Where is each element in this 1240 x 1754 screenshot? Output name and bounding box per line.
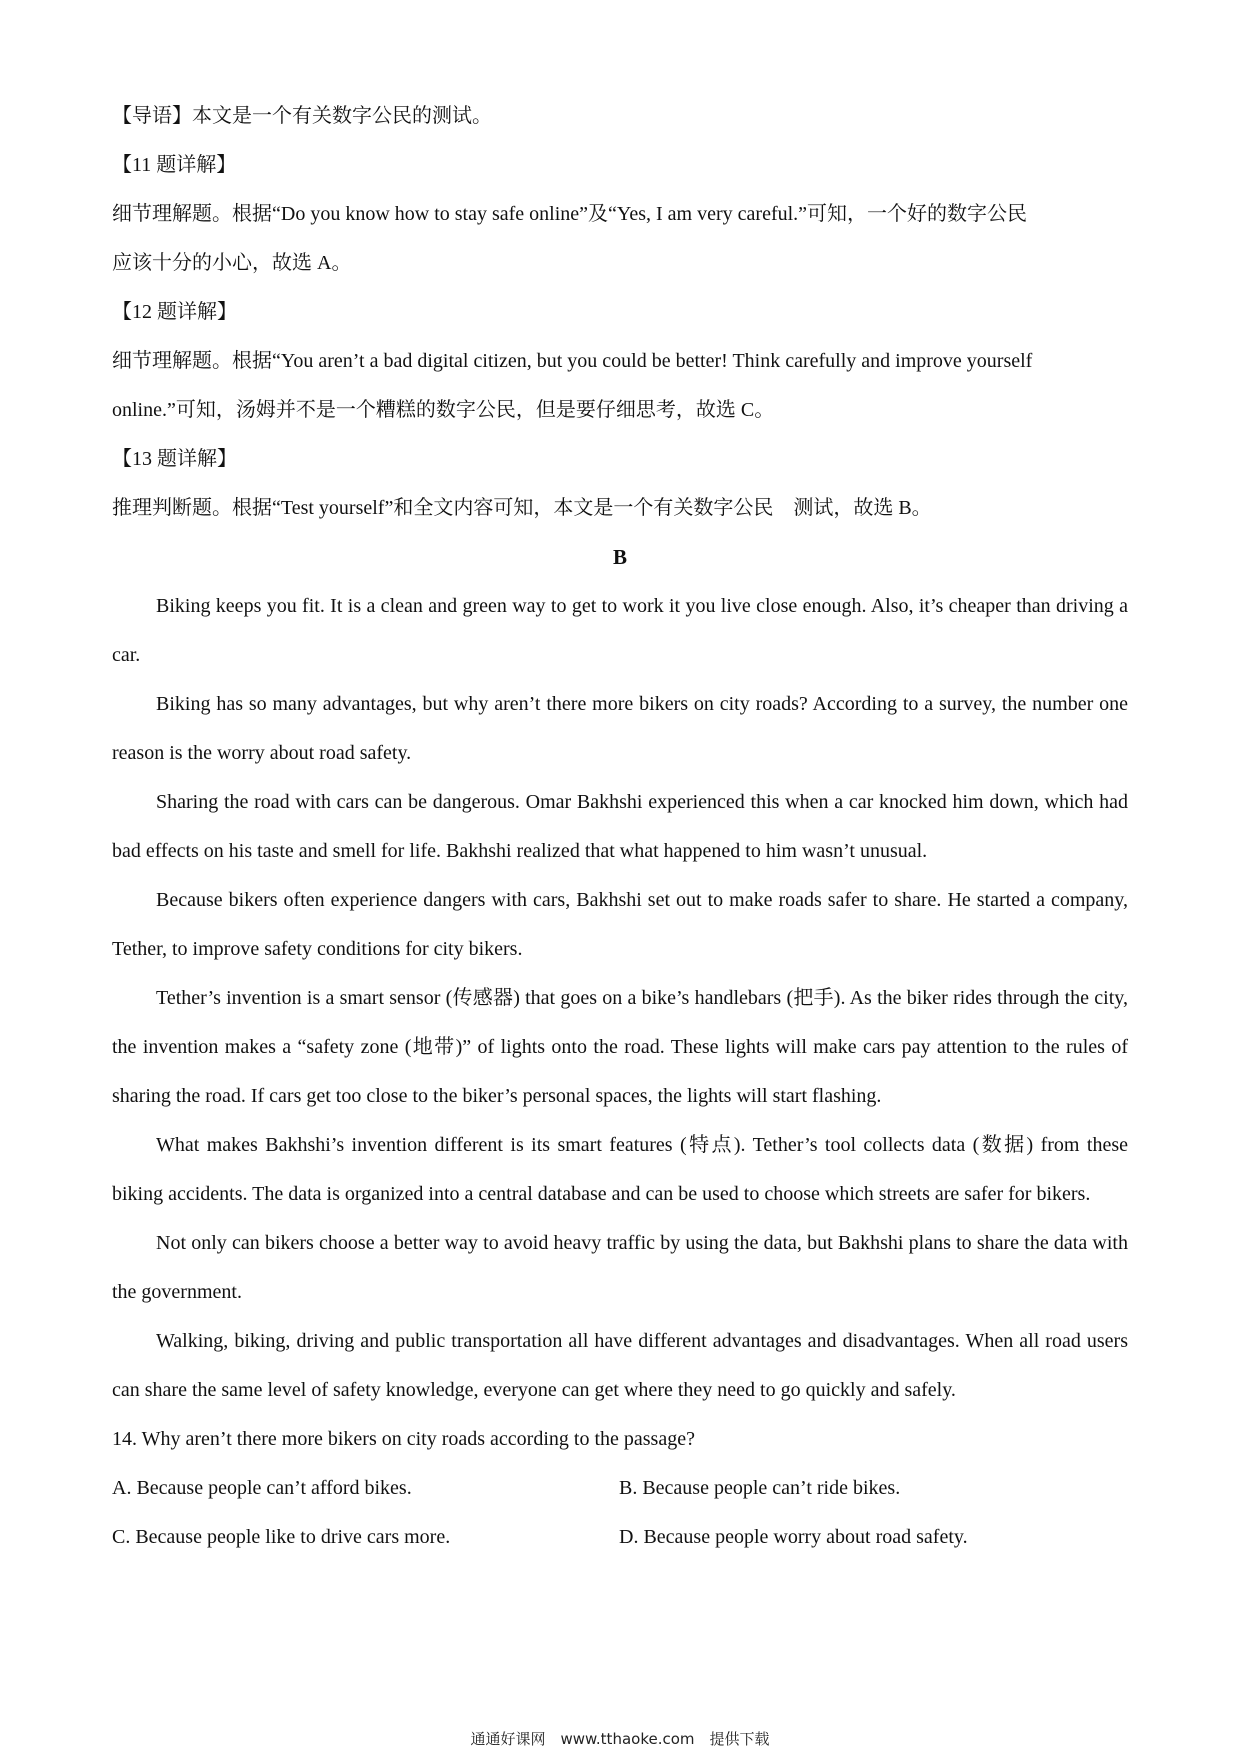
passage-paragraph-6: What makes Bakhshi’s invention different is its smart features (特点). Tether’s tool collects data (数据) from these biking accidents. The data is organized into a central database and can be used to choose which streets are safer for bikers. bbox=[112, 1134, 1128, 1205]
q11-line-2: 应该十分的小心，故选 A。 bbox=[112, 252, 352, 274]
passage-paragraph-4: Because bikers often experience dangers with cars, Bakhshi set out to make roads safer to share. He started a company, Tether, to improve safety conditions for city bikers. bbox=[112, 889, 1128, 960]
passage-paragraph-2: Biking has so many advantages, but why aren’t there more bikers on city roads? According to a survey, the number one reason is the worry about road safety. bbox=[112, 693, 1128, 764]
option-b: B. Because people can’t ride bikes. bbox=[619, 1477, 901, 1499]
q11-line-1: 细节理解题。根据“Do you know how to stay safe online”及“Yes, I am very careful.”可知，一个好的数字公民 bbox=[112, 203, 1028, 225]
passage-paragraph-1: Biking keeps you fit. It is a clean and green way to get to work it you live close enough. Also, it’s cheaper than driving a car. bbox=[112, 595, 1128, 666]
q13-header: 【13 题详解】 bbox=[112, 448, 237, 470]
option-d: D. Because people worry about road safety. bbox=[619, 1526, 968, 1548]
passage-paragraph-5: Tether’s invention is a smart sensor (传感器) that goes on a bike’s handlebars (把手). As the biker rides through the city, the invention makes a “safety zone (地带)” of lights onto the road. These lights will make cars pay attention to the rules of sharing the road. If cars get too close to the biker’s personal spaces, the lights will start flashing. bbox=[112, 987, 1128, 1107]
q12-line-1: 细节理解题。根据“You aren’t a bad digital citizen, but you could be better! Think carefully and improve yourself bbox=[112, 350, 1033, 372]
passage-paragraph-8: Walking, biking, driving and public transportation all have different advantages and disadvantages. When all road users can share the same level of safety knowledge, everyone can get where they need to go quickly and safely. bbox=[112, 1330, 1128, 1401]
q12-header: 【12 题详解】 bbox=[112, 301, 237, 323]
passage-paragraph-7: Not only can bikers choose a better way to avoid heavy traffic by using the data, but Bakhshi plans to share the data with the government. bbox=[112, 1232, 1128, 1303]
page-footer: 通通好课网 www.tthaoke.com 提供下载 bbox=[470, 1730, 770, 1748]
question-14-stem: 14. Why aren’t there more bikers on city roads according to the passage? bbox=[112, 1428, 695, 1450]
document-page bbox=[112, 92, 1128, 1562]
passage-heading: B bbox=[612, 545, 627, 569]
option-c: C. Because people like to drive cars more. bbox=[112, 1526, 451, 1548]
explanation-intro: 【导语】本文是一个有关数字公民的测试。 bbox=[112, 105, 492, 127]
question-14-options bbox=[112, 1464, 1128, 1562]
q12-line-2: online.”可知，汤姆并不是一个糟糕的数字公民，但是要仔细思考，故选 C。 bbox=[112, 399, 775, 421]
option-a: A. Because people can’t afford bikes. bbox=[112, 1477, 412, 1499]
q13-line-1: 推理判断题。根据“Test yourself”和全文内容可知，本文是一个有关数字公民 测试，故选 B。 bbox=[112, 497, 932, 519]
q11-header: 【11 题详解】 bbox=[112, 154, 237, 176]
passage-paragraph-3: Sharing the road with cars can be dangerous. Omar Bakhshi experienced this when a car knocked him down, which had bad effects on his taste and smell for life. Bakhshi realized that what happened to him wasn’t unusual. bbox=[112, 791, 1128, 862]
